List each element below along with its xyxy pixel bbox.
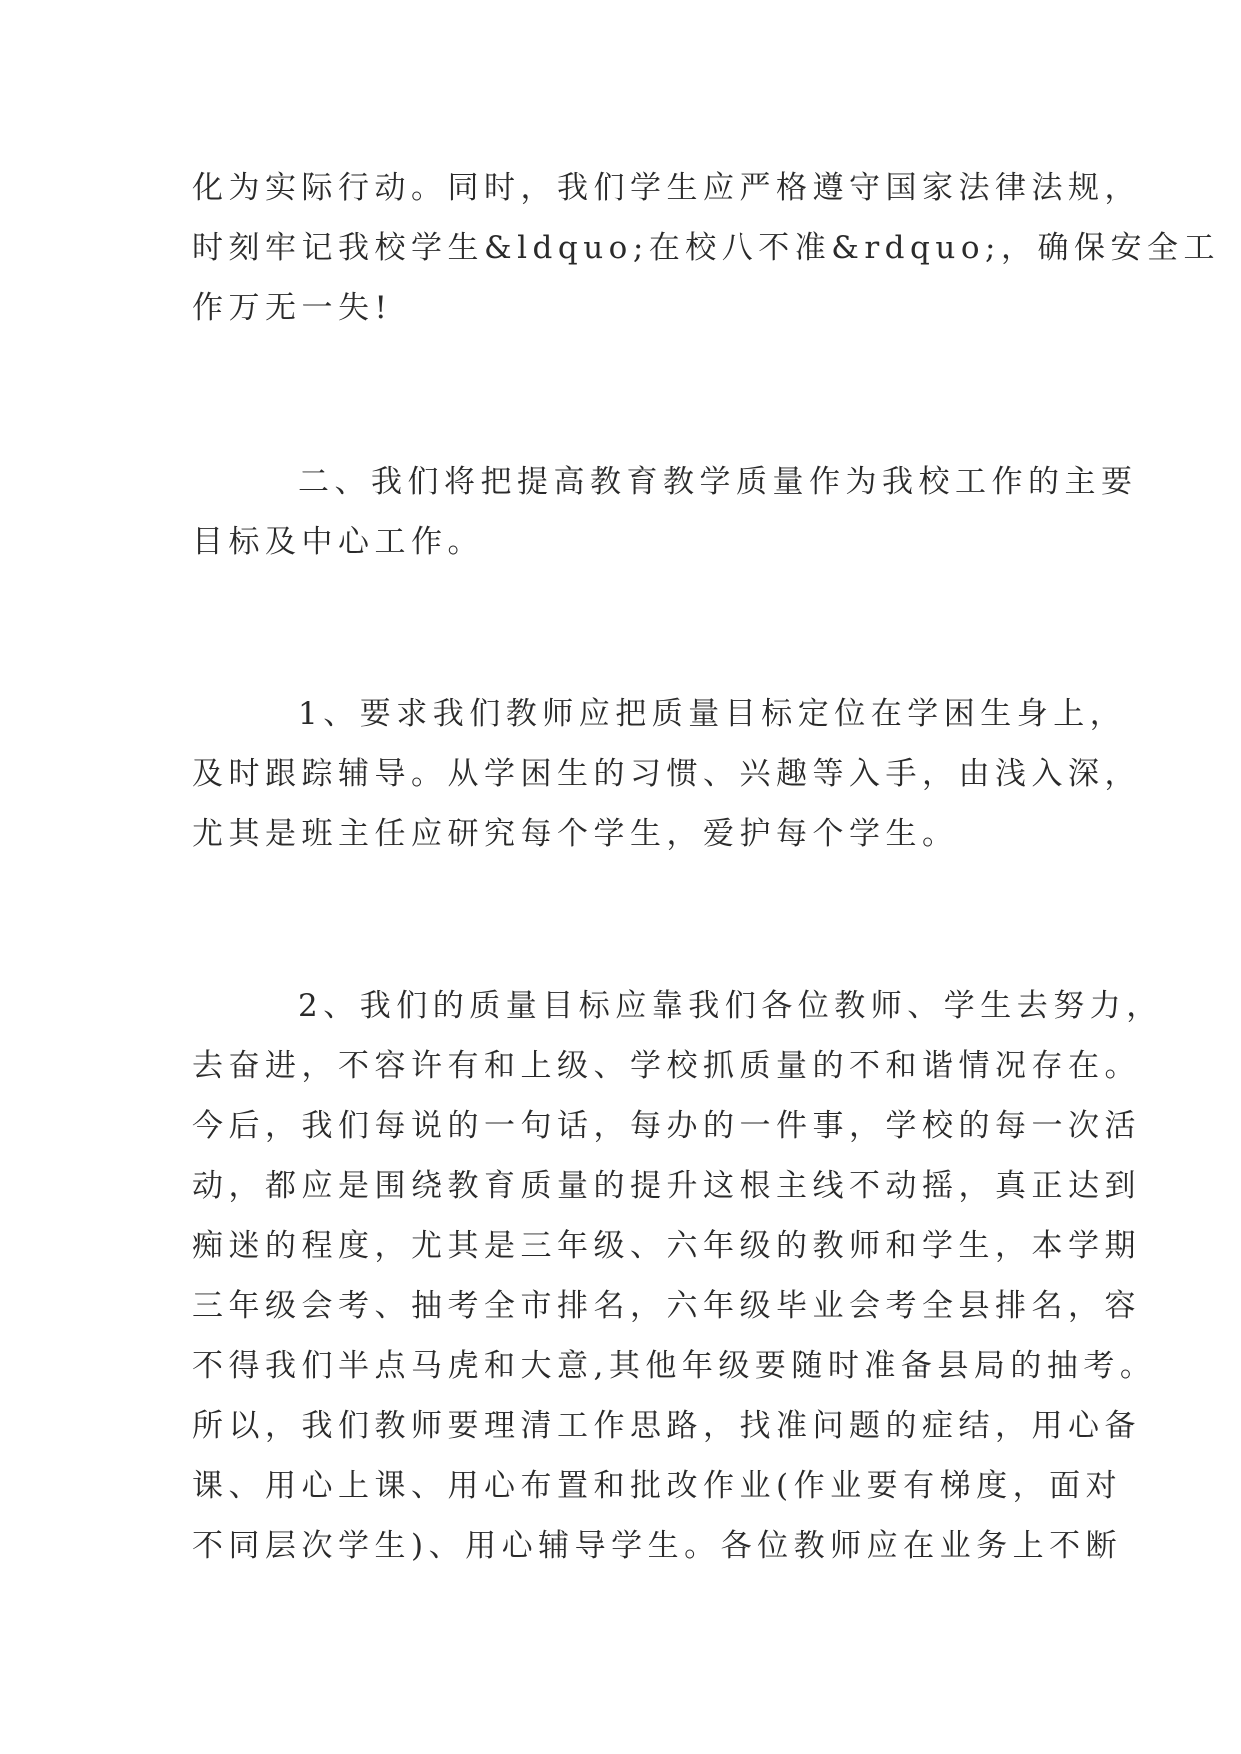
paragraph-4-line-9: 课、用心上课、用心布置和批改作业(作业要有梯度，面对 [192, 1468, 1123, 1504]
paragraph-4-line-5: 痴迷的程度，尤其是三年级、六年级的教师和学生，本学期 [192, 1228, 1141, 1264]
paragraph-1-line-1: 化为实际行动。同时，我们学生应严格遵守国家法律法规， [192, 170, 1141, 206]
paragraph-4-line-3: 今后，我们每说的一句话，每办的一件事，学校的每一次活 [192, 1108, 1141, 1144]
paragraph-2-line-2: 目标及中心工作。 [192, 524, 484, 560]
paragraph-4-line-10: 不同层次学生)、用心辅导学生。各位教师应在业务上不断 [192, 1528, 1123, 1564]
paragraph-2-line-1: 二、我们将把提高教育教学质量作为我校工作的主要 [298, 464, 1138, 500]
paragraph-4-line-1: 2、我们的质量目标应靠我们各位教师、学生去努力， [298, 988, 1163, 1024]
paragraph-4-line-4: 动，都应是围绕教育质量的提升这根主线不动摇，真正达到 [192, 1168, 1141, 1204]
paragraph-4-line-6: 三年级会考、抽考全市排名，六年级毕业会考全县排名，容 [192, 1288, 1141, 1324]
paragraph-3-line-3: 尤其是班主任应研究每个学生，爱护每个学生。 [192, 816, 959, 852]
paragraph-3-line-2: 及时跟踪辅导。从学困生的习惯、兴趣等入手，由浅入深， [192, 756, 1141, 792]
paragraph-3-line-1: 1、要求我们教师应把质量目标定位在学困生身上， [298, 696, 1127, 732]
paragraph-4-line-2: 去奋进，不容许有和上级、学校抓质量的不和谐情况存在。 [192, 1048, 1141, 1084]
paragraph-4-line-7: 不得我们半点马虎和大意,其他年级要随时准备县局的抽考。 [192, 1348, 1157, 1384]
paragraph-1-line-3: 作万无一失! [192, 290, 393, 326]
paragraph-4-line-8: 所以，我们教师要理清工作思路，找准问题的症结，用心备 [192, 1408, 1141, 1444]
paragraph-1-line-2: 时刻牢记我校学生&ldquo;在校八不准&rdquo;，确保安全工 [192, 230, 1220, 266]
